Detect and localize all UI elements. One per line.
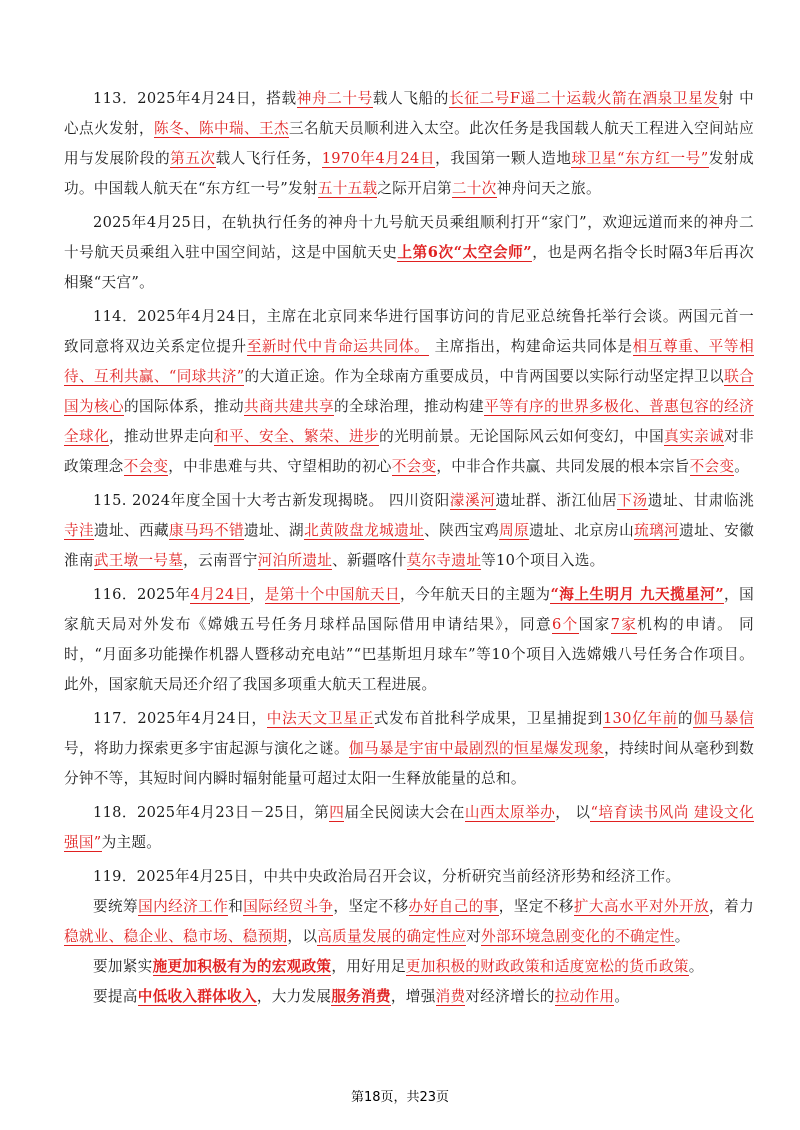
text: ， 以: [555, 804, 591, 821]
answer: 不会变: [391, 458, 437, 475]
text: 届全民阅读大会在: [344, 804, 465, 821]
text: ，云南晋宁: [183, 552, 258, 569]
text: 118．2025年4月23日－25日，第: [93, 804, 330, 821]
text: 要提高: [93, 988, 138, 1005]
answer: 国内经济工作: [138, 898, 229, 915]
text: 遗址、北京房山: [529, 522, 635, 539]
answer: 稳就业、稳企业、稳市场、稳预期: [64, 928, 288, 945]
answer: 康马玛不错: [169, 522, 245, 539]
answer: 伽马暴是宇宙中最剧烈的恒星爆发现象: [349, 740, 605, 757]
answer: 中低收入群体收入: [137, 988, 257, 1005]
answer: 周原: [499, 522, 530, 539]
text: ，坚定不移: [498, 898, 574, 915]
paragraph-115: [64, 486, 754, 576]
text: 要加紧实: [93, 958, 153, 975]
text: ，中非患难与共、守望相助的初心: [168, 458, 392, 475]
text: ，持续时间从毫秒到数分钟不等，其短时间内瞬时辐射能量可超过太阳一生释放能量的总和。: [64, 740, 754, 787]
answer: 四: [329, 804, 345, 821]
text: 对经济增长的: [465, 988, 555, 1005]
answer: 施更加积极有为的宏观政策: [152, 958, 332, 975]
answer: 1970年4月24日: [321, 150, 436, 167]
paragraph-119-d: [64, 982, 754, 1012]
text: ，我国第一颗人造地: [435, 150, 572, 167]
text: ，推动世界走向: [109, 428, 215, 445]
paragraph-116: [64, 580, 754, 700]
text: ，以: [287, 928, 318, 945]
document-body: [64, 84, 754, 1012]
answer: 河泊所遗址: [257, 552, 333, 569]
answer: 中法天文卫星正: [266, 710, 374, 727]
text: ，今年航天日的主题为: [400, 586, 551, 603]
paragraph-113-b: [64, 208, 754, 298]
answer: 服务消费: [331, 988, 391, 1005]
text: 发射成功。中国载人航天在“东方红一号”发射: [64, 150, 755, 197]
text: 射 中心点火发射，: [64, 90, 754, 137]
paragraph-119: [64, 862, 754, 892]
answer: 伽马暴信: [693, 710, 754, 727]
text: 115. 2024年度全国十大考古新发现揭晓。 四川资阳: [93, 492, 450, 509]
page-number: 第18页，共23页: [350, 1090, 450, 1105]
answer: 濛溪河: [449, 492, 496, 509]
answer: 外部环境急剧变化的不确定性: [481, 928, 675, 945]
text: 为主题。: [101, 834, 162, 851]
text: 113．2025年4月24日，搭载: [93, 90, 297, 107]
text: 的大道正途。作为全球南方重要成员，中肯两国要以实际行动坚定捍卫以: [244, 368, 725, 385]
text: 国家: [578, 616, 611, 633]
text: ，国家航天局对外发布《嫦娥五号任务月球样品国际借用申请结果》，同意: [64, 586, 754, 633]
answer: 6个: [551, 616, 579, 633]
answer: 陈冬、陈中瑞、王杰: [154, 120, 290, 137]
answer: 至新时代中肯命运共同体。: [246, 338, 430, 355]
text: 117．2025年4月24日，: [93, 710, 267, 727]
text: 遗址、西藏: [94, 522, 170, 539]
answer: 国际经贸斗争: [243, 898, 334, 915]
text: ，坚定不移: [333, 898, 409, 915]
text: 神舟问天之旅。: [496, 180, 601, 197]
answer: 真实亲诚: [664, 428, 725, 445]
answer: 第五次: [170, 150, 216, 167]
answer: 和平、安全、繁荣、进步: [214, 428, 380, 445]
text: 载人飞船的: [372, 90, 449, 107]
answer: 办好自己的事: [408, 898, 499, 915]
answer: 7家: [610, 616, 638, 633]
text: 要统筹: [93, 898, 139, 915]
text: ，增强: [390, 988, 436, 1005]
text: 遗址、安徽淮南: [64, 522, 755, 569]
text: 遗址、甘肃临洮: [647, 492, 754, 509]
answer: 扩大高水平对外开放: [573, 898, 710, 915]
answer: 北黄陂盘龙城遗址: [304, 522, 425, 539]
text: ，也是两名指令长时隔3年后再次相聚“天宫”。: [64, 244, 755, 291]
text: 之际开启第: [377, 180, 452, 197]
text: 主席指出，构建命运共同体是: [429, 338, 633, 355]
text: 机构的申请。 同时，“月面多功能操作机器人暨移动充电站”“巴基斯坦月球车”等10个项目入选嫦娥八号任务合作项目。此外，国家航天局还介绍了我国多项重大航天工程进展。: [64, 616, 754, 693]
text: 114．2025年4月24日，主席在北京同来华进行国事访问的肯尼亚总统鲁托举行会谈。两国元首一致同意将双边关系定位提升: [64, 308, 754, 355]
answer: 五十五载: [317, 180, 378, 197]
paragraph-119-c: [64, 952, 754, 982]
paragraph-117: [64, 704, 754, 794]
answer: 二十次: [451, 180, 497, 197]
answer: 共商共建共享: [244, 398, 335, 415]
paragraph-113: [64, 84, 754, 204]
text: ，用好用足: [331, 958, 406, 975]
text: 遗址群、浙江仙居: [495, 492, 618, 509]
text: 式发布首批科学成果，卫星捕捉到: [373, 710, 603, 727]
text: ，着力: [709, 898, 754, 915]
answer: 平等有序的世界多极化、普惠包容的经济全球化: [64, 398, 754, 445]
text: 等10个项目入选。: [481, 552, 605, 569]
answer: 不会变: [123, 458, 169, 475]
answer: 更加积极的财政政策和适度宽松的货币政策: [405, 958, 689, 975]
text: 号，将助力探索更多宇宙起源与演化之谜。: [64, 740, 350, 757]
answer: 神舟二十号: [296, 90, 373, 107]
text: 的: [677, 710, 694, 727]
text: 119．2025年4月25日，中共中央政治局召开会议，分析研究当前经济形势和经济工作。: [93, 868, 681, 885]
answer: 下汤: [617, 492, 648, 509]
text: ，中非合作共赢、共同发展的根本宗旨: [436, 458, 690, 475]
text: 的光明前景。无论国际风云如何变幻，中国: [379, 428, 665, 445]
answer: 拉动作用: [554, 988, 615, 1005]
answer: 相互尊重、平等相待、互利共赢、“同球共济”: [64, 338, 755, 385]
answer: 武王墩一号墓: [93, 552, 184, 569]
answer: 山西太原举办: [464, 804, 556, 821]
answer: 高质量发展的确定性应: [317, 928, 467, 945]
answer: 上第6次“太空会师”: [397, 244, 532, 261]
text: 。: [688, 958, 704, 975]
text: ，大力发展: [256, 988, 332, 1005]
paragraph-114: [64, 302, 754, 482]
text: 三名航天员顺利进入太空。此次任务是我国载人航天工程进入空间站应用与发展阶段的: [64, 120, 754, 167]
answer: “培育读书风尚 建设文化强国”: [64, 804, 755, 851]
text: 、陕西宝鸡: [424, 522, 500, 539]
answer: 消费: [435, 988, 466, 1005]
answer: 不会变: [689, 458, 735, 475]
answer: 长征二号F遥二十运载火箭在酒泉卫星发: [449, 90, 719, 107]
paragraph-119-b: [64, 892, 754, 952]
text: 。: [734, 458, 750, 475]
text: 遗址、湖: [244, 522, 305, 539]
answer: 球卫星“东方红一号”: [571, 150, 709, 167]
text: 载人飞行任务，: [215, 150, 322, 167]
text: 。: [614, 988, 630, 1005]
text: 和: [228, 898, 244, 915]
answer: 联合国为核心: [64, 368, 754, 415]
paragraph-118: [64, 798, 754, 858]
text: 对非政策理念: [64, 428, 755, 475]
text: 的国际体系，推动: [124, 398, 245, 415]
text: ，: [249, 586, 265, 603]
answer: 琉璃河: [634, 522, 680, 539]
answer: “海上生明月 九天揽星河”: [550, 586, 724, 603]
text: 对: [466, 928, 482, 945]
text: 的全球治理，推动构建: [334, 398, 485, 415]
answer: 寺洼: [64, 522, 95, 539]
answer: 4月24日: [190, 586, 250, 603]
text: 2025年4月25日，在轨执行任务的神舟十九号航天员乘组顺利打开“家门”，欢迎远道而来的神舟二十号航天员乘组入驻中国空间站，这是中国航天史: [64, 214, 754, 261]
answer: 是第十个中国航天日: [264, 586, 401, 603]
text: 。: [674, 928, 690, 945]
answer: 莫尔寺遗址: [406, 552, 482, 569]
text: 116．2025年: [93, 586, 191, 603]
answer: 130亿年前: [602, 710, 678, 727]
text: 、新疆喀什: [332, 552, 407, 569]
